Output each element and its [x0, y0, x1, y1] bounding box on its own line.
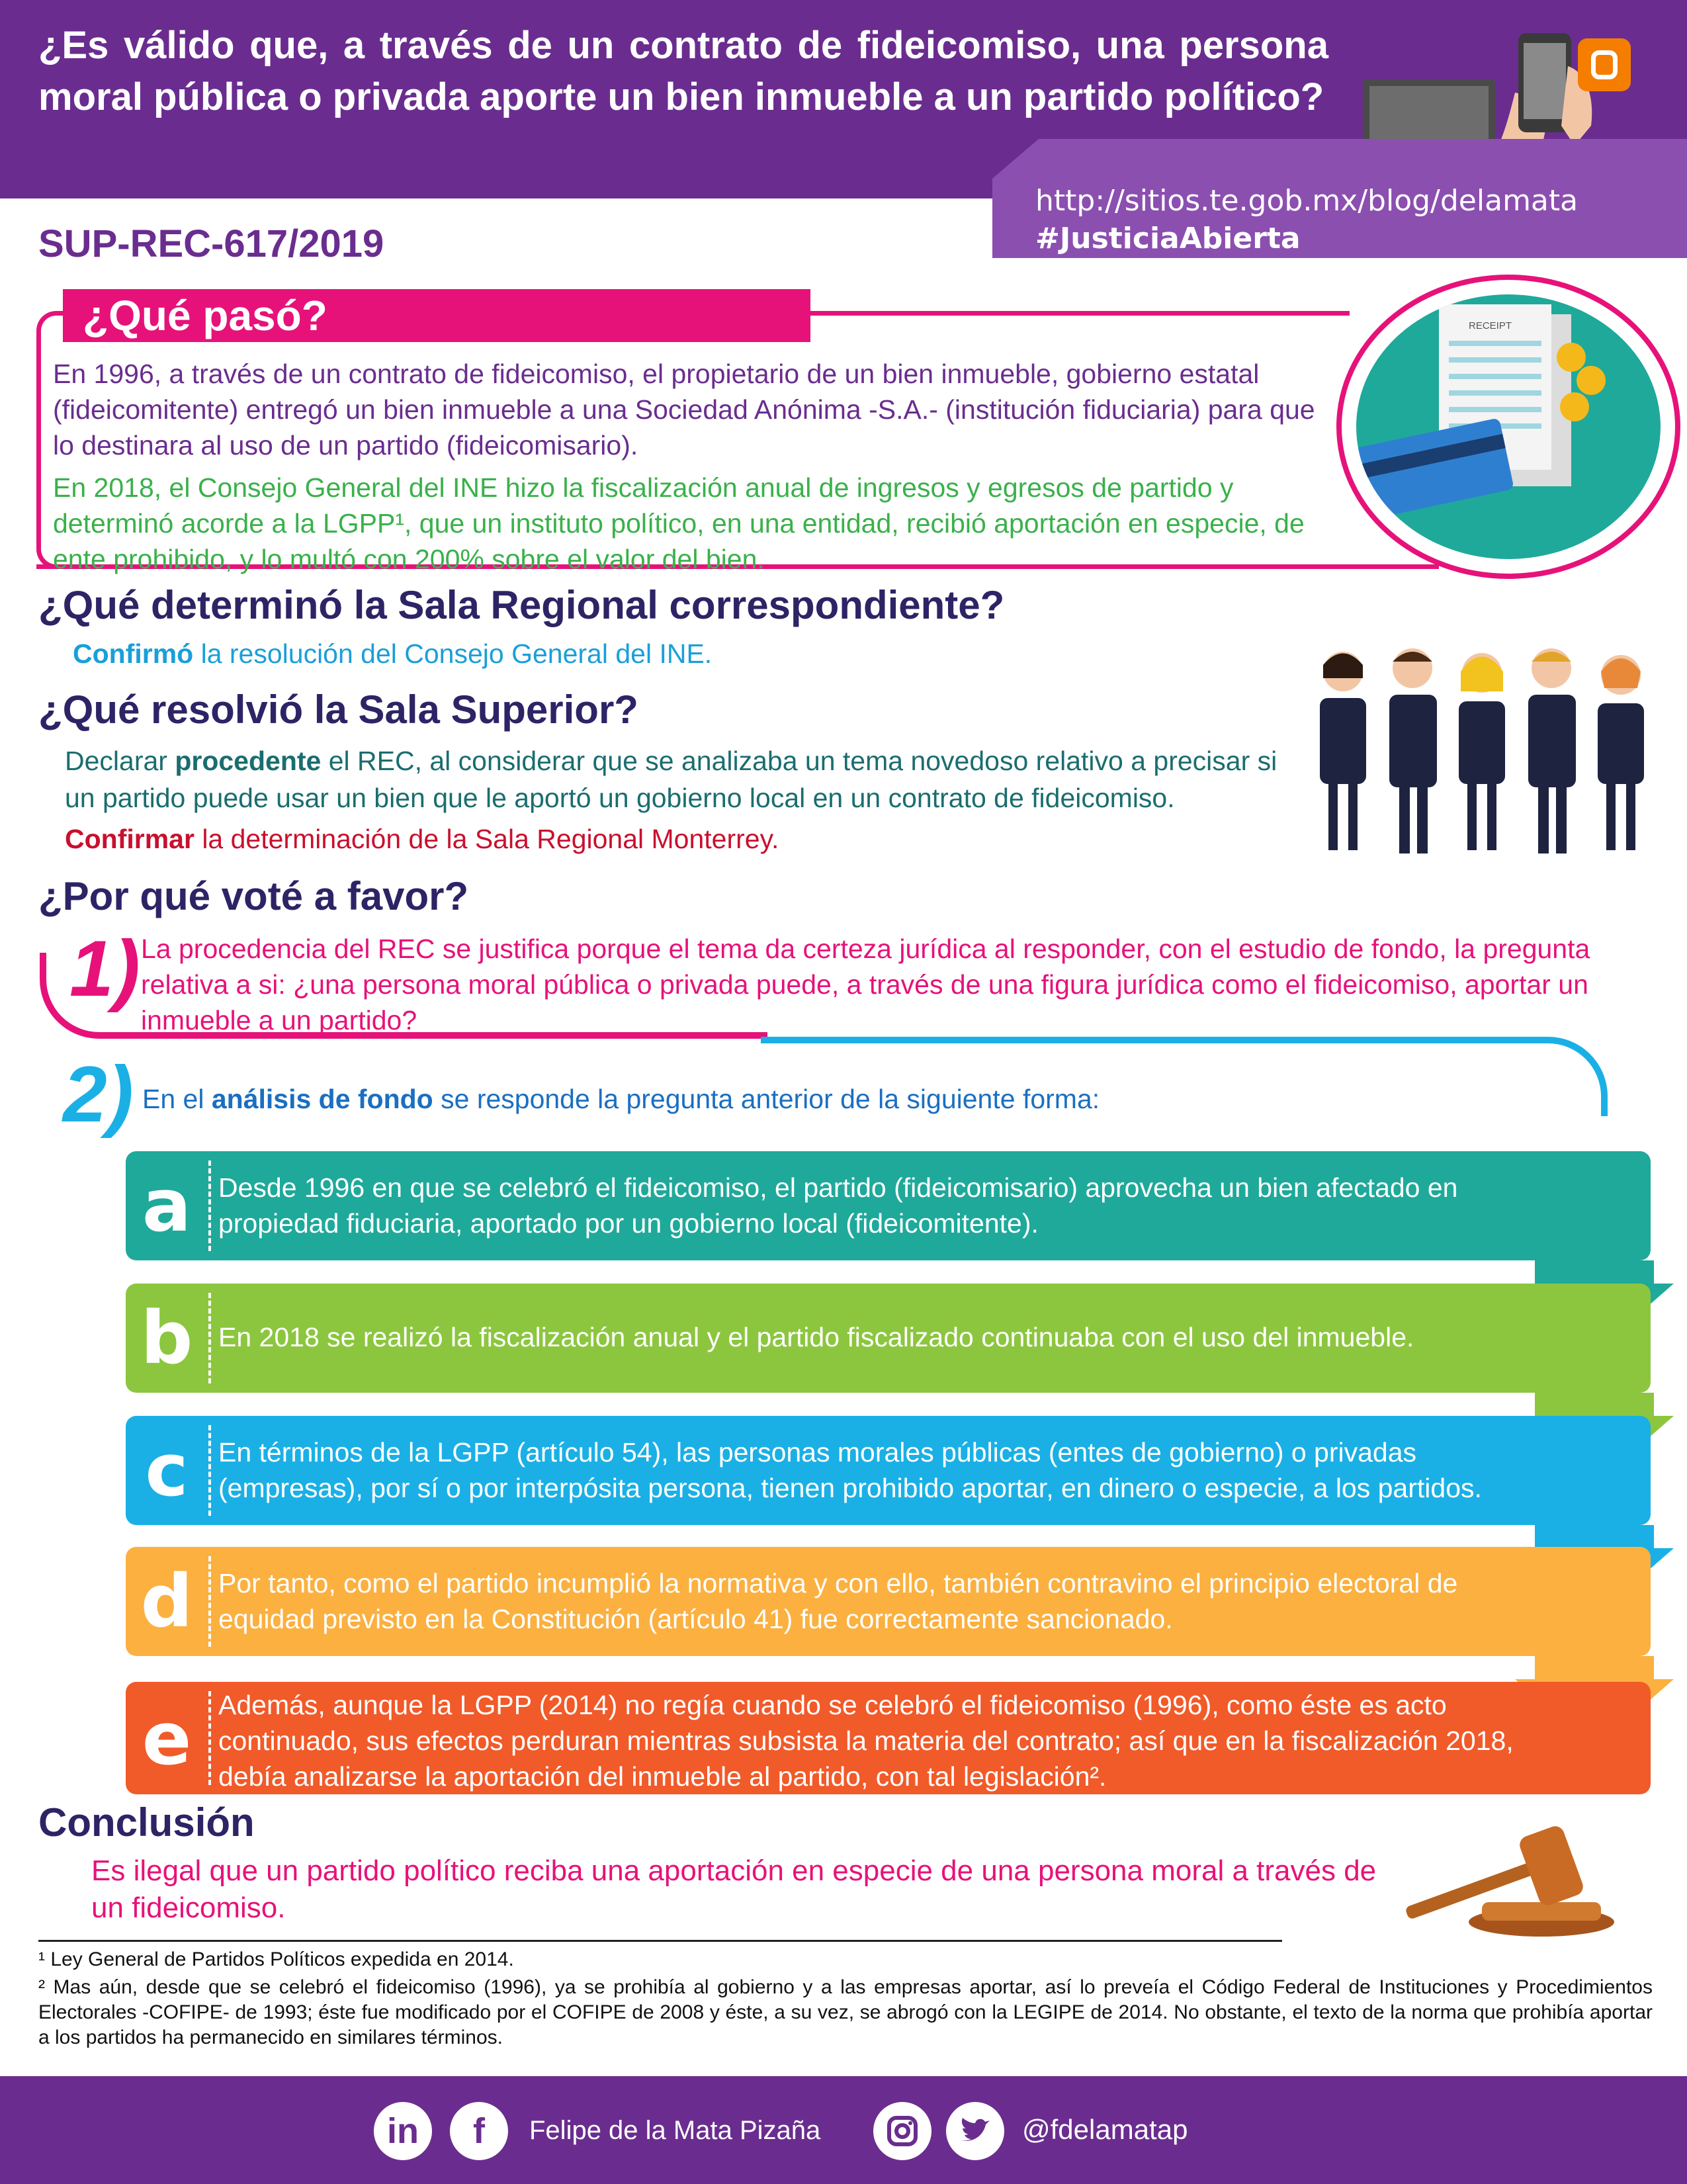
sala-superior-paragraph-2: [65, 824, 779, 855]
svg-text:RECEIPT: RECEIPT: [1469, 320, 1512, 331]
sala-regional-question: ¿Qué determinó la Sala Regional correspondiente?: [38, 583, 1005, 627]
sala-regional-answer-rest: la resolución del Consejo General del INE.: [193, 638, 713, 669]
step-divider: [208, 1691, 211, 1785]
sala-regional-answer: [73, 638, 712, 670]
step-divider: [208, 1160, 211, 1251]
step-c: [126, 1416, 1651, 1525]
sala-superior-question: ¿Qué resolvió la Sala Superior?: [38, 687, 638, 732]
footnote-1: ¹ Ley General de Partidos Políticos expedida en 2014.: [38, 1948, 514, 1970]
step-text: Desde 1996 en que se celebró el fideicomiso, el partido (fideicomisario) aprovecha un bien afectado en propiedad fiduciaria, aportado por un gobierno local (fideicomitente).: [218, 1172, 1458, 1239]
point-2-text: [142, 1084, 1100, 1115]
step-d: [126, 1547, 1651, 1656]
social-handle[interactable]: @fdelamatap: [1022, 2114, 1188, 2145]
sup-p1-rest: el REC, al considerar que se analizaba un tema novedoso relativo a precisar si un partido puede usar un bien que le aportó un gobierno local en un contrato de fideicomiso.: [65, 746, 1277, 813]
step-text: Además, aunque la LGPP (2014) no regía cuando se celebró el fideicomiso (1996), como éste es acto continuado, sus efectos perduran mientras subsista la materia del contrato; así que en la fiscalización 2018, debía analizarse la aportación del inmueble al partido, con tal legislación².: [218, 1690, 1514, 1792]
person-icon: [1389, 648, 1437, 853]
point-2-pre: En el: [142, 1084, 212, 1114]
step-letter: a: [142, 1163, 192, 1248]
twitter-icon[interactable]: [946, 2102, 1004, 2160]
step-letter: e: [142, 1696, 192, 1781]
que-paso-paragraph-2: En 2018, el Consejo General del INE hizo la fiscalización anual de ingresos y egresos de partido y determinó acorde a la LGPP¹, que un instituto político, en una entidad, recibió aportación en especie, de ente prohibido, y lo multó con 200% sobre el valor del bien.: [53, 472, 1305, 574]
step-divider: [208, 1425, 211, 1516]
sup-p2-rest: la determinación de la Sala Regional Monterrey.: [194, 824, 779, 854]
person-icon: [1598, 655, 1644, 850]
sup-p1-pre: Declarar: [65, 746, 175, 776]
step-text: En 2018 se realizó la fiscalización anual y el partido fiscalizado continuaba con el uso del inmueble.: [218, 1322, 1414, 1352]
gavel-icon: [1389, 1816, 1627, 1942]
step-a: [126, 1151, 1651, 1260]
step-divider: [208, 1556, 211, 1647]
point-2-rest: se responde la pregunta anterior de la siguiente forma:: [433, 1084, 1100, 1114]
step-letter: c: [145, 1428, 189, 1512]
sala-superior-paragraph-1: [65, 742, 1309, 816]
person-icon: [1320, 652, 1366, 850]
point-1-text: La procedencia del REC se justifica porque el tema da certeza jurídica al responder, con el estudio de fondo, la pregunta relativa a si: ¿una persona moral pública o privada puede, a través de una figura jurídica como el fideicomiso, aportar un inmueble a un partido?: [141, 934, 1590, 1035]
footnote-divider: [38, 1940, 1282, 1942]
conclusion-text: Es ilegal que un partido político reciba una aportación en especie de una persona moral a través de un fideicomiso.: [91, 1855, 1377, 1924]
point-2-bold: análisis de fondo: [211, 1084, 433, 1114]
sup-p1-bold: procedente: [175, 746, 322, 776]
case-number: SUP-REC-617/2019: [38, 222, 384, 265]
que-paso-title: ¿Qué pasó?: [83, 292, 327, 339]
step-b: [126, 1284, 1651, 1393]
receipt-illustration: [1356, 294, 1661, 559]
footnote-2: ² Mas aún, desde que se celebró el fideicomiso (1996), ya se prohibía al gobierno y a las empresas aportar, así lo preveía el Código Federal de Instituciones y Procedimientos Electorales -COFIPE- de 1993; éste fue modificado por el COFIPE de 2008 y éste, a su vez, se abrogó con la LEGIPE de 2014. No obstante, el texto de la norma que prohibía aportar a los partidos ha permanecido en similares términos.: [38, 1976, 1653, 2048]
step-letter: d: [140, 1559, 193, 1643]
voto-question: ¿Por qué voté a favor?: [38, 874, 469, 918]
conclusion-title: Conclusión: [38, 1800, 255, 1845]
step-letter: b: [140, 1295, 193, 1380]
step-divider: [208, 1293, 211, 1383]
blogger-icon[interactable]: [1578, 38, 1631, 91]
step-text: Por tanto, como el partido incumplió la normativa y con ello, también contravino el principio electoral de equidad previsto en la Constitución (artículo 41) fue correctamente sancionado.: [218, 1568, 1458, 1634]
point-1-number: 1): [69, 924, 140, 1013]
point-2-number: 2): [63, 1050, 134, 1139]
person-icon: [1528, 648, 1576, 853]
sala-regional-answer-bold: Confirmó: [73, 638, 194, 669]
step-text: En términos de la LGPP (artículo 54), las personas morales públicas (entes de gobierno) o privadas (empresas), por sí o por interpósita persona, tienen prohibido aportar, en dinero o especie, a los partidos.: [218, 1437, 1482, 1503]
facebook-icon[interactable]: f: [450, 2102, 508, 2160]
footer: [0, 2076, 1687, 2184]
person-icon: [1459, 653, 1505, 850]
blog-url[interactable]: http://sitios.te.gob.mx/blog/delamata: [1035, 184, 1579, 218]
step-e: [126, 1682, 1651, 1794]
page-title: ¿Es válido que, a través de un contrato de fideicomiso, una persona moral pública o privada aporte un bien inmueble a un partido político?: [38, 24, 1328, 118]
sup-p2-bold: Confirmar: [65, 824, 195, 854]
que-paso-paragraph-1: En 1996, a través de un contrato de fideicomiso, el propietario de un bien inmueble, gobierno estatal (fideicomitente) entregó un bien inmueble a una Sociedad Anónima -S.A.- (institución fiduciaria) para que lo destinara al uso de un partido (fideicomisario).: [53, 359, 1315, 460]
hashtag: #JusticiaAbierta: [1035, 222, 1301, 255]
linkedin-icon[interactable]: in: [374, 2102, 432, 2160]
author-name: Felipe de la Mata Pizaña: [529, 2116, 821, 2145]
instagram-icon[interactable]: [873, 2102, 931, 2160]
credit-card-icon: [1356, 417, 1514, 521]
magistrates-illustration: [1310, 645, 1667, 857]
